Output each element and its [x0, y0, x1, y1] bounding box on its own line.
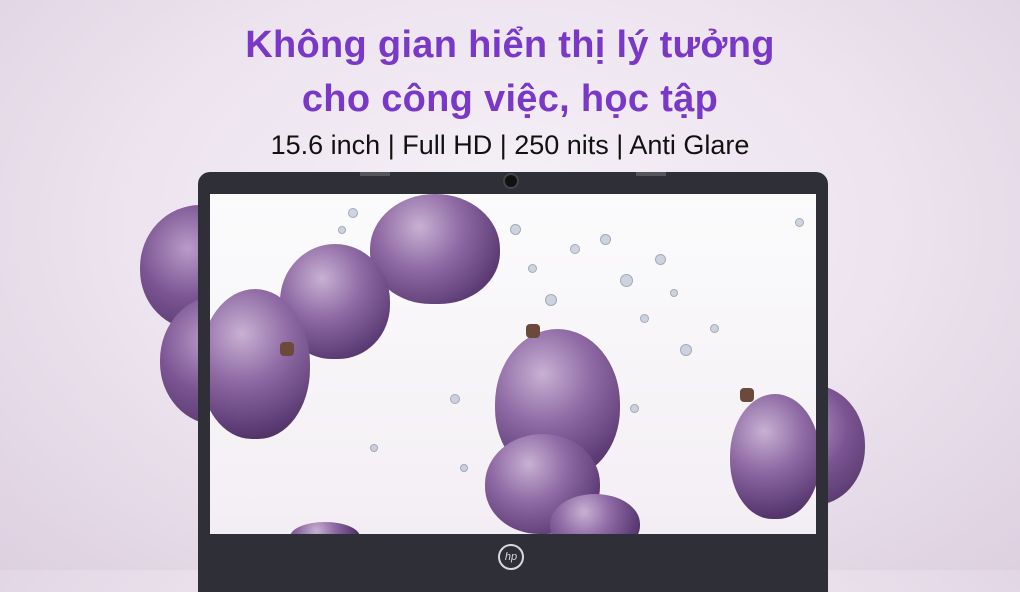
water-drop: [655, 254, 666, 265]
water-drop: [348, 208, 358, 218]
water-drop: [450, 394, 460, 404]
laptop-screen: [210, 194, 816, 534]
hp-logo-icon: hp: [498, 544, 524, 570]
fig-stem: [280, 342, 294, 356]
water-drop: [570, 244, 580, 254]
water-drop: [338, 226, 346, 234]
water-drop: [370, 444, 378, 452]
fig-image: [730, 394, 816, 519]
fig-stem: [526, 324, 540, 338]
water-drop: [795, 218, 804, 227]
fig-image: [290, 522, 360, 534]
water-drop: [600, 234, 611, 245]
webcam-icon: [505, 175, 517, 187]
fig-image: [370, 194, 500, 304]
headline-line-1: Không gian hiển thị lý tưởng: [245, 24, 775, 66]
headline-line-2: cho công việc, học tập: [301, 78, 719, 120]
fig-stem: [740, 388, 754, 402]
water-drop: [680, 344, 692, 356]
water-drop: [545, 294, 557, 306]
water-drop: [620, 274, 633, 287]
water-drop: [528, 264, 537, 273]
water-drop: [670, 289, 678, 297]
laptop-display: [198, 172, 828, 592]
water-drop: [710, 324, 719, 333]
water-drop: [460, 464, 468, 472]
water-drop: [640, 314, 649, 323]
water-drop: [630, 404, 639, 413]
spec-summary: 15.6 inch | Full HD | 250 nits | Anti Glare: [270, 130, 750, 160]
bezel-accent: [636, 172, 666, 176]
water-drop: [510, 224, 521, 235]
bezel-accent: [360, 172, 390, 176]
